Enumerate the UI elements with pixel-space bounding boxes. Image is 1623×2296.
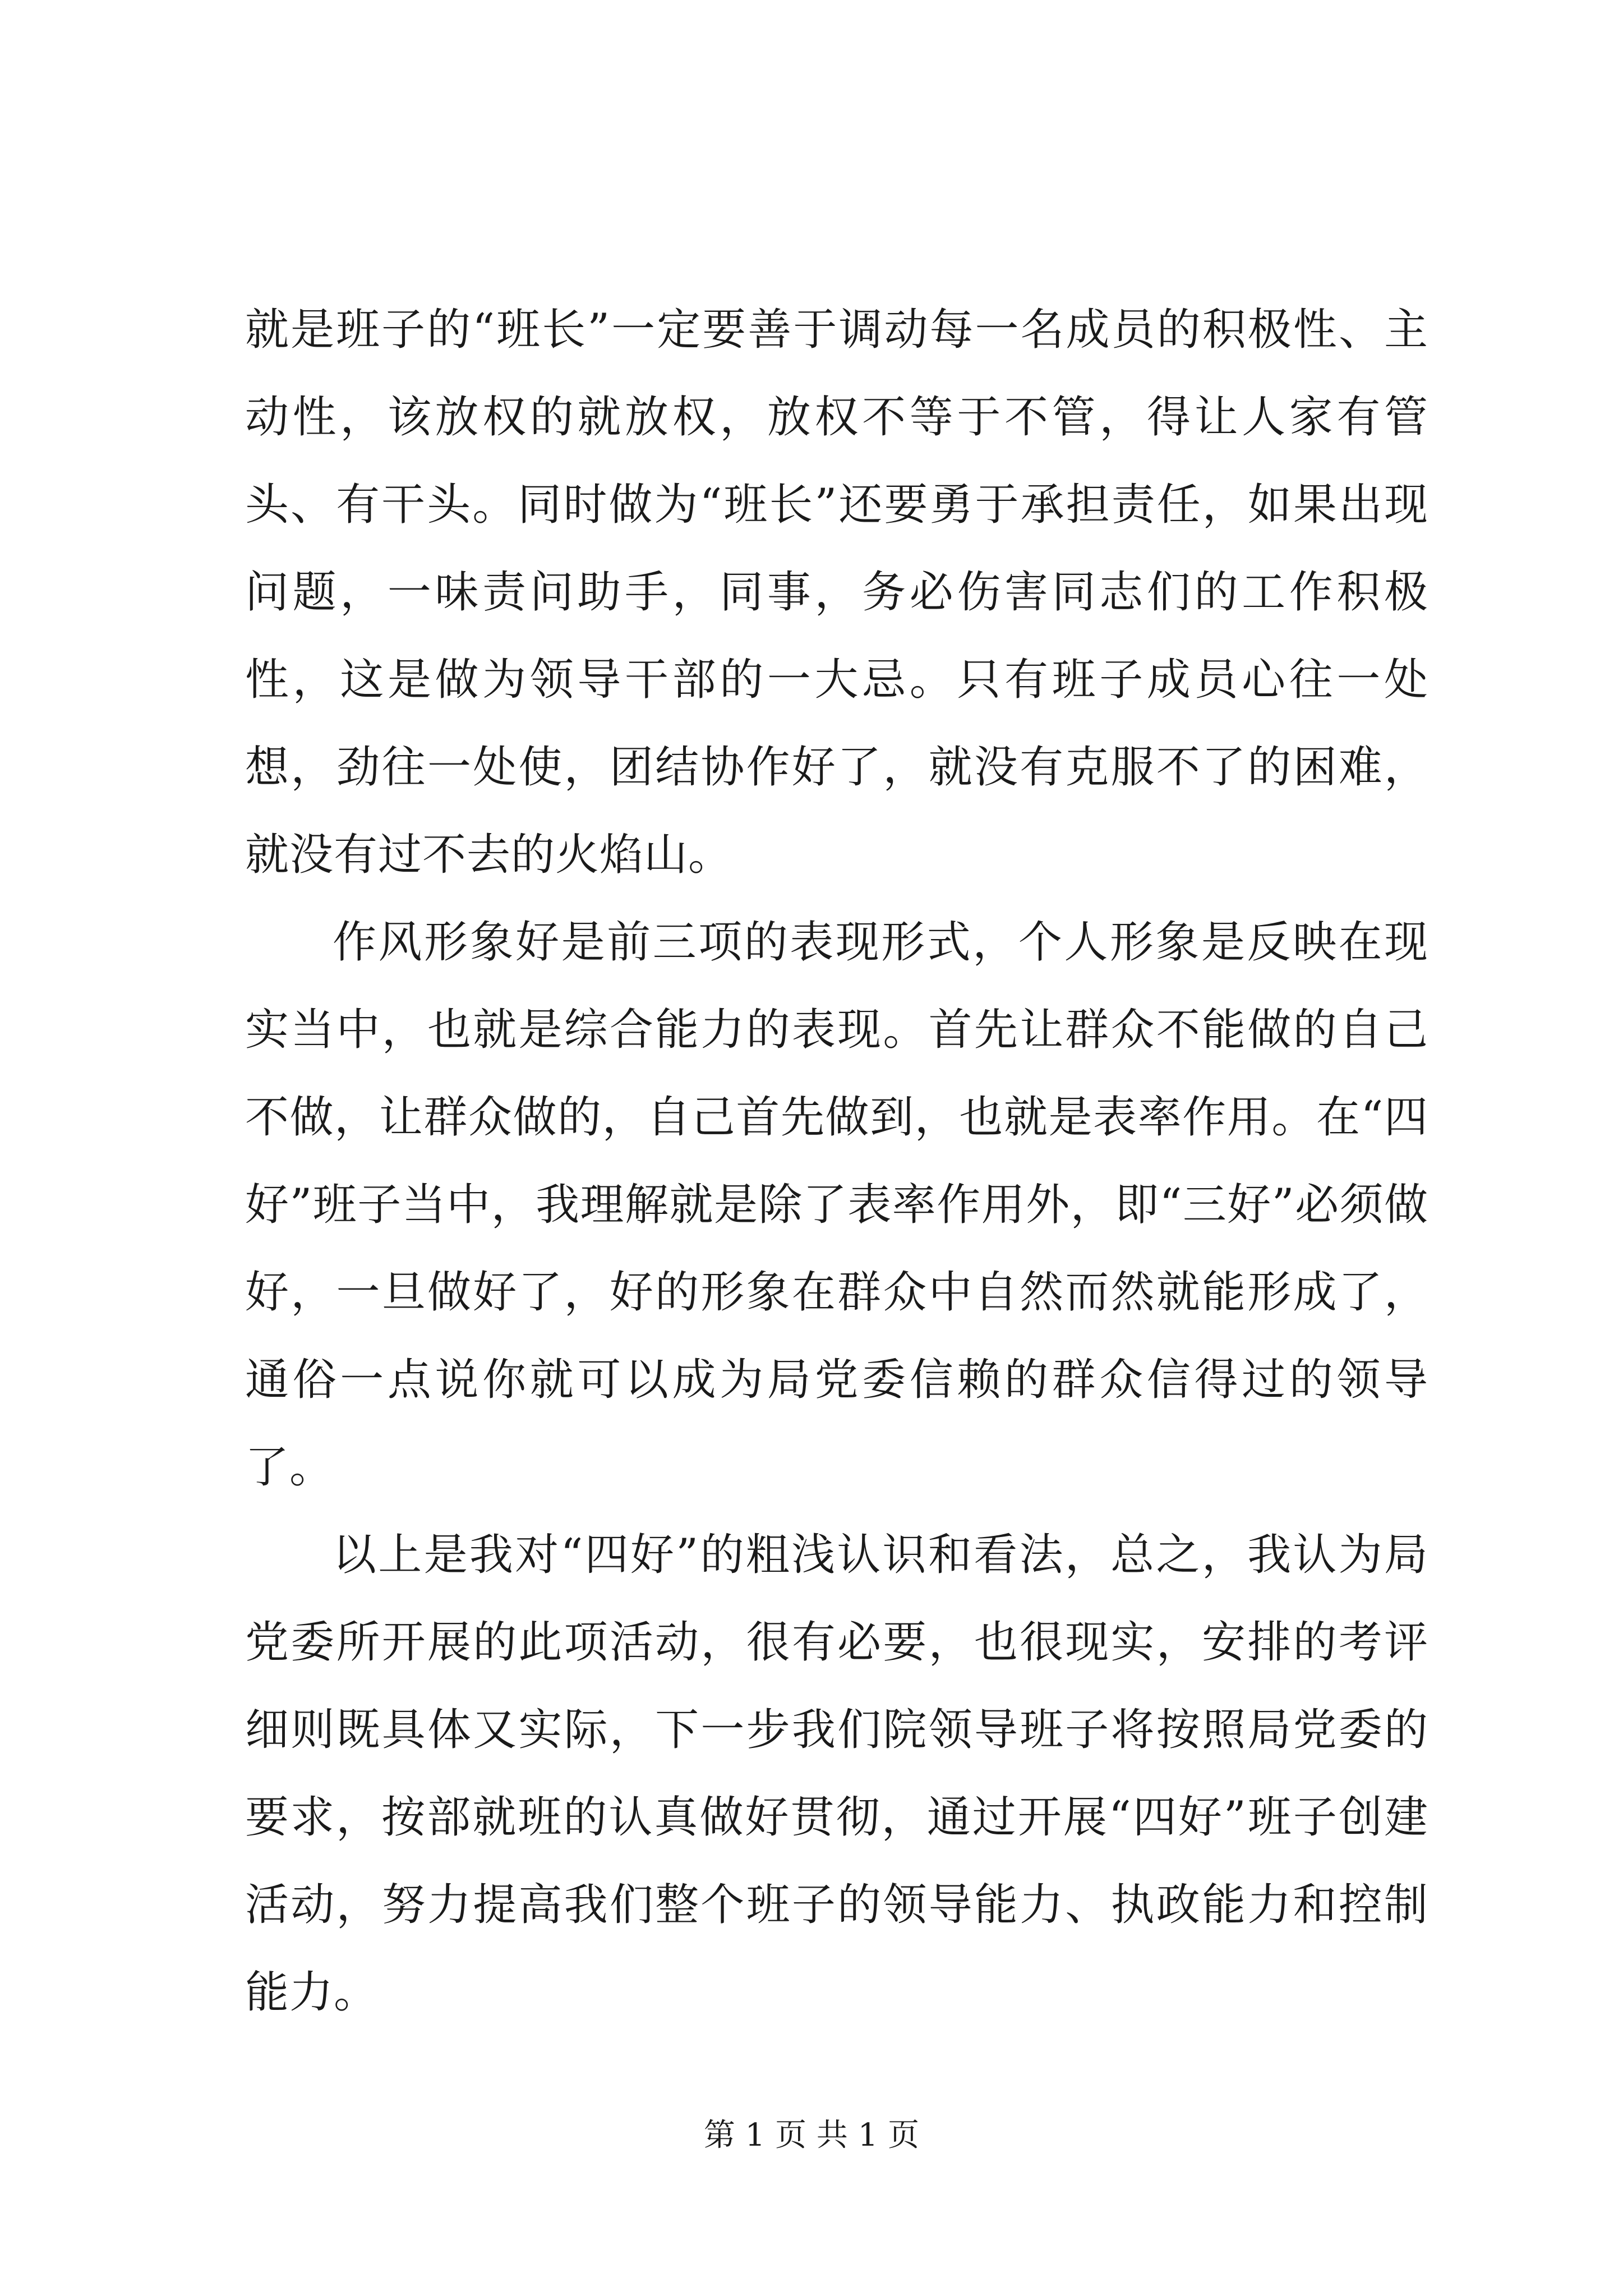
paragraph-style-image: 作风形象好是前三项的表现形式，个人形象是反映在现实当中，也就是综合能力的表现。首先让群众不能做的自己不做，让群众做的，自己首先做到，也就是表率作用。在“四好”班子当中，我理解就是除了表率作用外，即“三好”必须做好，一旦做好了，好的形象在群众中自然而然就能形成了，通俗一点说你就可以成为局党委信赖的群众信得过的领导了。 (245, 917, 1428, 1493)
paragraph-continued: 就是班子的“班长”一定要善于调动每一名成员的积极性、主动性，该放权的就放权，放权不等于不管，得让人家有管头、有干头。同时做为“班长”还要勇于承担责任，如果出现问题，一味责问助手，同事，务必伤害同志们的工作积极性，这是做为领导干部的一大忌。只有班子成员心往一处想，劲往一处使，团结协作好了，就没有克服不了的困难，就没有过不去的火焰山。 (245, 305, 1428, 880)
paragraph-conclusion: 以上是我对“四好”的粗浅认识和看法，总之，我认为局党委所开展的此项活动，很有必要，也很现实，安排的考评细则既具体又实际，下一步我们院领导班子将按照局党委的要求，按部就班的认真做好贯彻，通过开展“四好”班子创建活动，努力提高我们整个班子的领导能力、执政能力和控制能力。 (245, 1530, 1428, 2018)
page-footer: 第 1 页 共 1 页 (703, 2117, 920, 2154)
document-body (245, 286, 1428, 2036)
